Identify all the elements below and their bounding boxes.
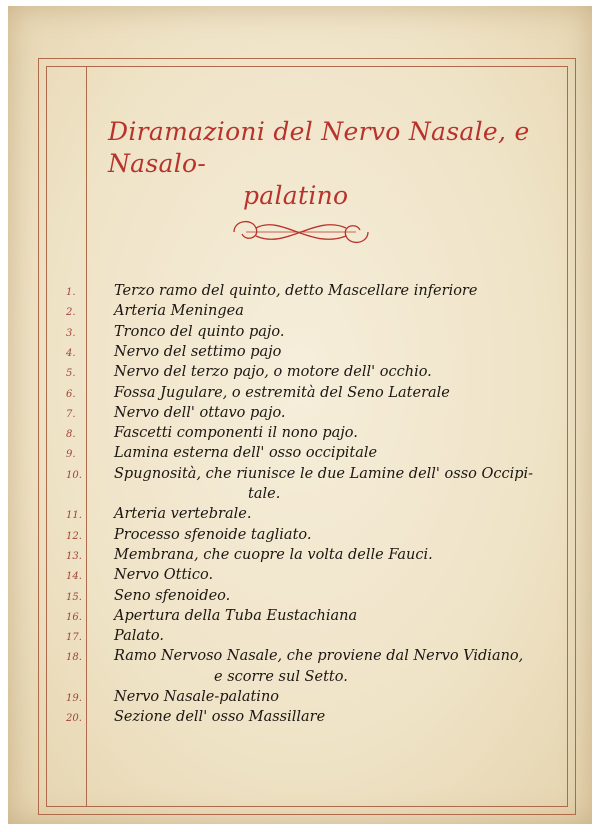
title-line-1: Diramazioni del Nervo Nasale, e Nasalo- [108,117,530,178]
item-number: 12. [66,530,82,542]
list-item [66,648,586,670]
page-title [108,116,548,212]
item-text: Apertura della Tuba Eustachiana [114,607,358,624]
list-item [66,425,586,447]
list-item [66,364,586,386]
item-text: Seno sfenoideo. [114,587,231,604]
list-item [66,303,586,325]
item-text: Tronco del quinto pajo. [114,323,285,340]
item-number: 6. [66,388,76,400]
list-item [66,466,586,488]
list-item [66,567,586,589]
item-number: 8. [66,429,76,441]
item-number: 13. [66,550,82,562]
item-text: Nervo dell' ottavo pajo. [114,404,286,421]
item-text: Nervo Nasale-palatino [114,689,280,705]
item-number: 9. [66,449,76,461]
list-item [66,547,586,569]
list-item [66,689,586,711]
list-item [66,588,586,610]
item-number: 2. [66,307,76,319]
item-number: 16. [66,611,82,623]
item-number: 11. [66,510,82,522]
item-number: 10. [66,469,82,481]
item-text: Processo sfenoide tagliato. [114,526,312,543]
list-item [66,385,586,407]
list-item [66,628,586,650]
list-item [66,324,586,346]
list-item [66,283,586,305]
item-number: 7. [66,408,76,420]
item-text-continuation: e scorre sul Setto. [214,668,348,685]
item-number: 14. [66,571,82,583]
item-text: Nervo del settimo pajo [114,343,282,360]
item-number: 17. [66,632,82,644]
list-item [66,709,586,731]
item-text: Terzo ramo del quinto, detto Mascellare inferiore [114,283,478,299]
item-text: Fascetti componenti il nono pajo. [114,425,358,442]
item-text: Lamina esterna dell' osso occipitale [114,445,378,462]
item-text: Arteria Meningea [114,303,244,320]
list-item [66,608,586,630]
item-text: Fossa Jugulare, o estremità del Seno Laterale [114,384,450,401]
manuscript-page [8,6,592,824]
item-text: Arteria vertebrale. [114,506,252,523]
list-item [66,445,586,467]
item-text: Sezione dell' osso Massillare [114,709,326,726]
list-item [66,344,586,366]
item-text: Palato. [114,628,164,645]
flourish-ornament [226,212,376,252]
list-item [66,405,586,427]
item-number: 20. [66,713,82,725]
item-text: Ramo Nervoso Nasale, che proviene dal Nervo Vidiano, [114,648,524,665]
item-number: 3. [66,327,76,339]
item-number: 5. [66,368,76,380]
item-text: Nervo Ottico. [114,567,214,584]
item-text-continuation: tale. [248,486,281,502]
item-number: 18. [66,652,82,664]
list-item [66,527,586,549]
list-item [66,506,586,528]
item-text: Membrana, che cuopre la volta delle Fauci. [114,546,433,563]
item-text: Nervo del terzo pajo, o motore dell' occhio. [114,364,432,381]
item-number: 19. [66,693,82,704]
item-text: Spugnosità, che riunisce le due Lamine dell' osso Occipi- [114,465,534,482]
item-number: 15. [66,591,82,603]
title-line-2: palatino [243,181,349,210]
item-number: 4. [66,347,76,359]
item-number: 1. [66,287,76,298]
